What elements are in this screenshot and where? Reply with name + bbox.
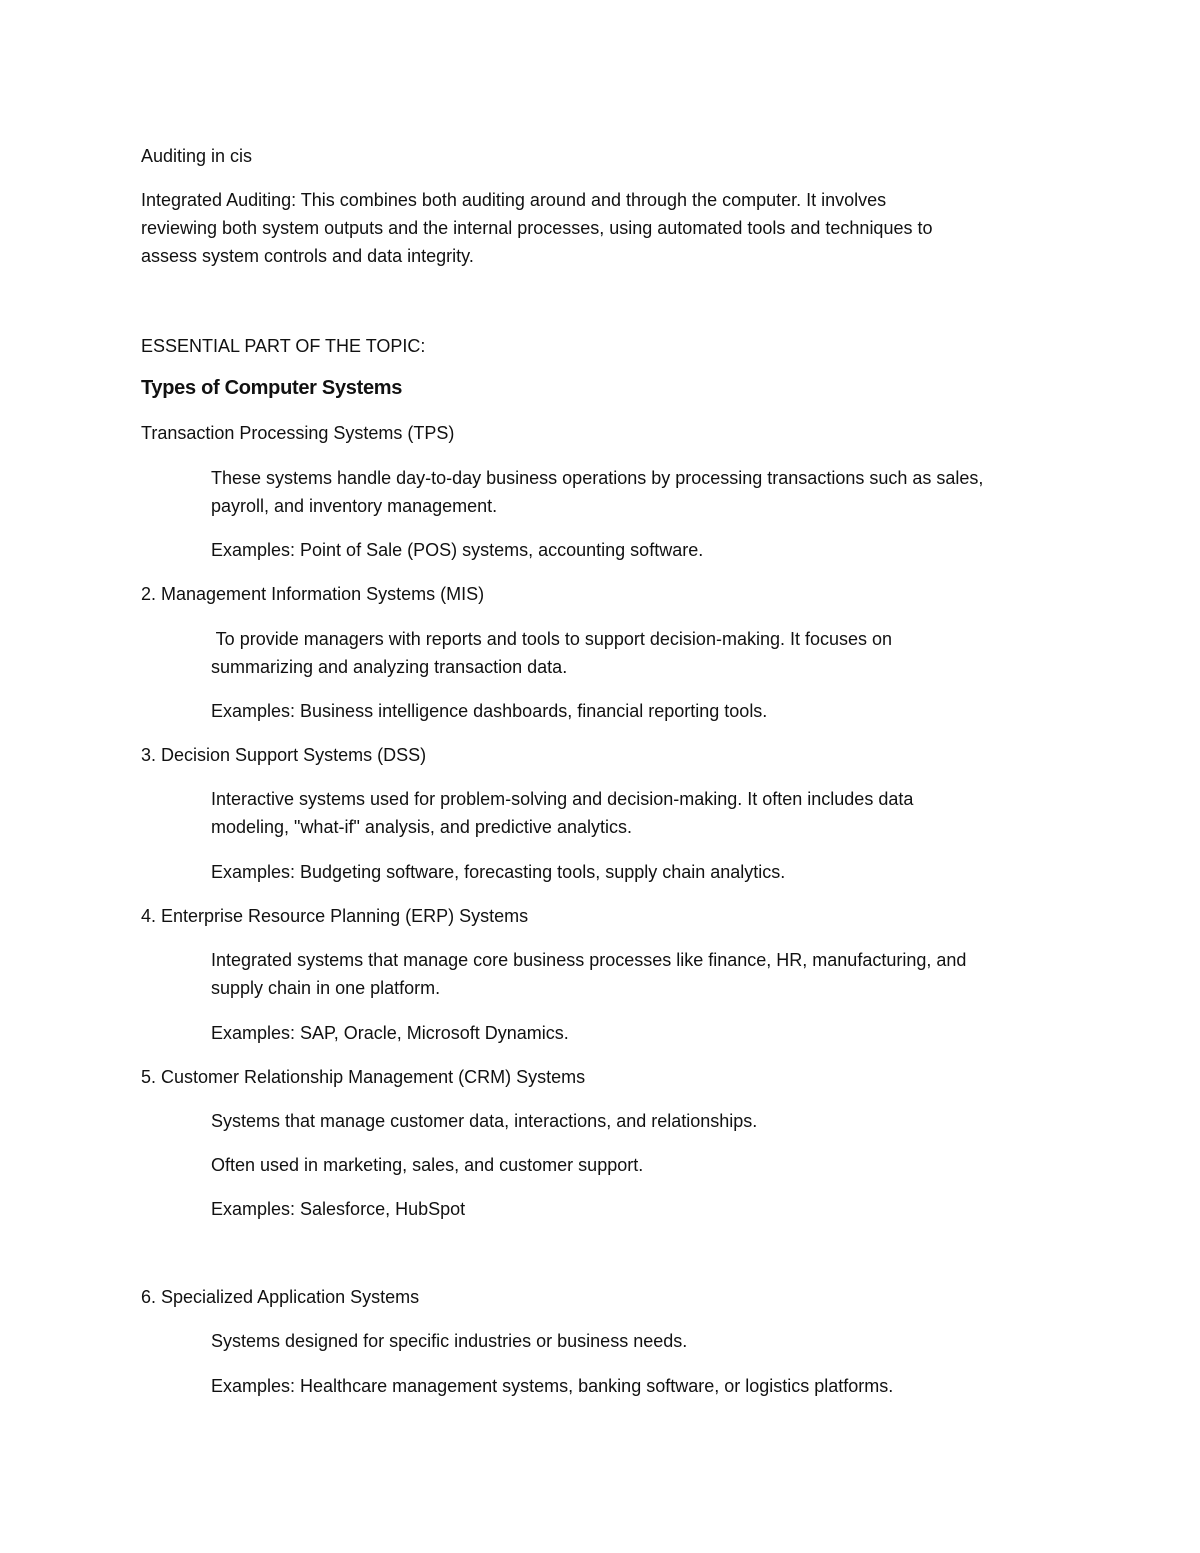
system-description: Integrated systems that manage core business processes like finance, HR, manufacturing, and xyxy=(211,950,967,970)
system-examples: Examples: Salesforce, HubSpot xyxy=(211,1199,466,1219)
intro-line-2: reviewing both system outputs and the internal processes, using automated tools and techniques to xyxy=(141,218,933,238)
system-description: These systems handle day-to-day business operations by processing transactions such as sales, xyxy=(211,468,984,488)
system-description: Interactive systems used for problem-solving and decision-making. It often includes data xyxy=(211,789,914,809)
system-title: Transaction Processing Systems (TPS) xyxy=(141,423,455,443)
system-description: payroll, and inventory management. xyxy=(211,496,498,516)
system-examples: Examples: Point of Sale (POS) systems, accounting software. xyxy=(211,540,704,560)
system-title: 2. Management Information Systems (MIS) xyxy=(141,584,485,604)
system-description: To provide managers with reports and tools to support decision-making. It focuses on xyxy=(211,629,893,649)
system-title: 6. Specialized Application Systems xyxy=(141,1287,420,1307)
system-description: Systems that manage customer data, interactions, and relationships. xyxy=(211,1111,758,1131)
intro-line-3: assess system controls and data integrity. xyxy=(141,246,474,266)
system-examples: Examples: Healthcare management systems, banking software, or logistics platforms. xyxy=(211,1376,894,1396)
essential-label: ESSENTIAL PART OF THE TOPIC: xyxy=(141,336,426,356)
system-examples: Examples: Business intelligence dashboards, financial reporting tools. xyxy=(211,701,768,721)
system-title: 4. Enterprise Resource Planning (ERP) Systems xyxy=(141,906,529,926)
system-title: 3. Decision Support Systems (DSS) xyxy=(141,745,427,765)
section-heading: Types of Computer Systems xyxy=(141,377,403,399)
system-description: summarizing and analyzing transaction data. xyxy=(211,657,568,677)
system-title: 5. Customer Relationship Management (CRM) Systems xyxy=(141,1067,586,1087)
system-description: Often used in marketing, sales, and customer support. xyxy=(211,1155,644,1175)
system-description: modeling, "what-if" analysis, and predictive analytics. xyxy=(211,817,632,837)
document-title: Auditing in cis xyxy=(141,146,253,166)
system-description: supply chain in one platform. xyxy=(211,978,441,998)
system-description: Systems designed for specific industries or business needs. xyxy=(211,1331,688,1351)
intro-line-1: Integrated Auditing: This combines both auditing around and through the computer. It involves xyxy=(141,190,887,210)
system-examples: Examples: Budgeting software, forecasting tools, supply chain analytics. xyxy=(211,862,786,882)
system-examples: Examples: SAP, Oracle, Microsoft Dynamics. xyxy=(211,1023,569,1043)
